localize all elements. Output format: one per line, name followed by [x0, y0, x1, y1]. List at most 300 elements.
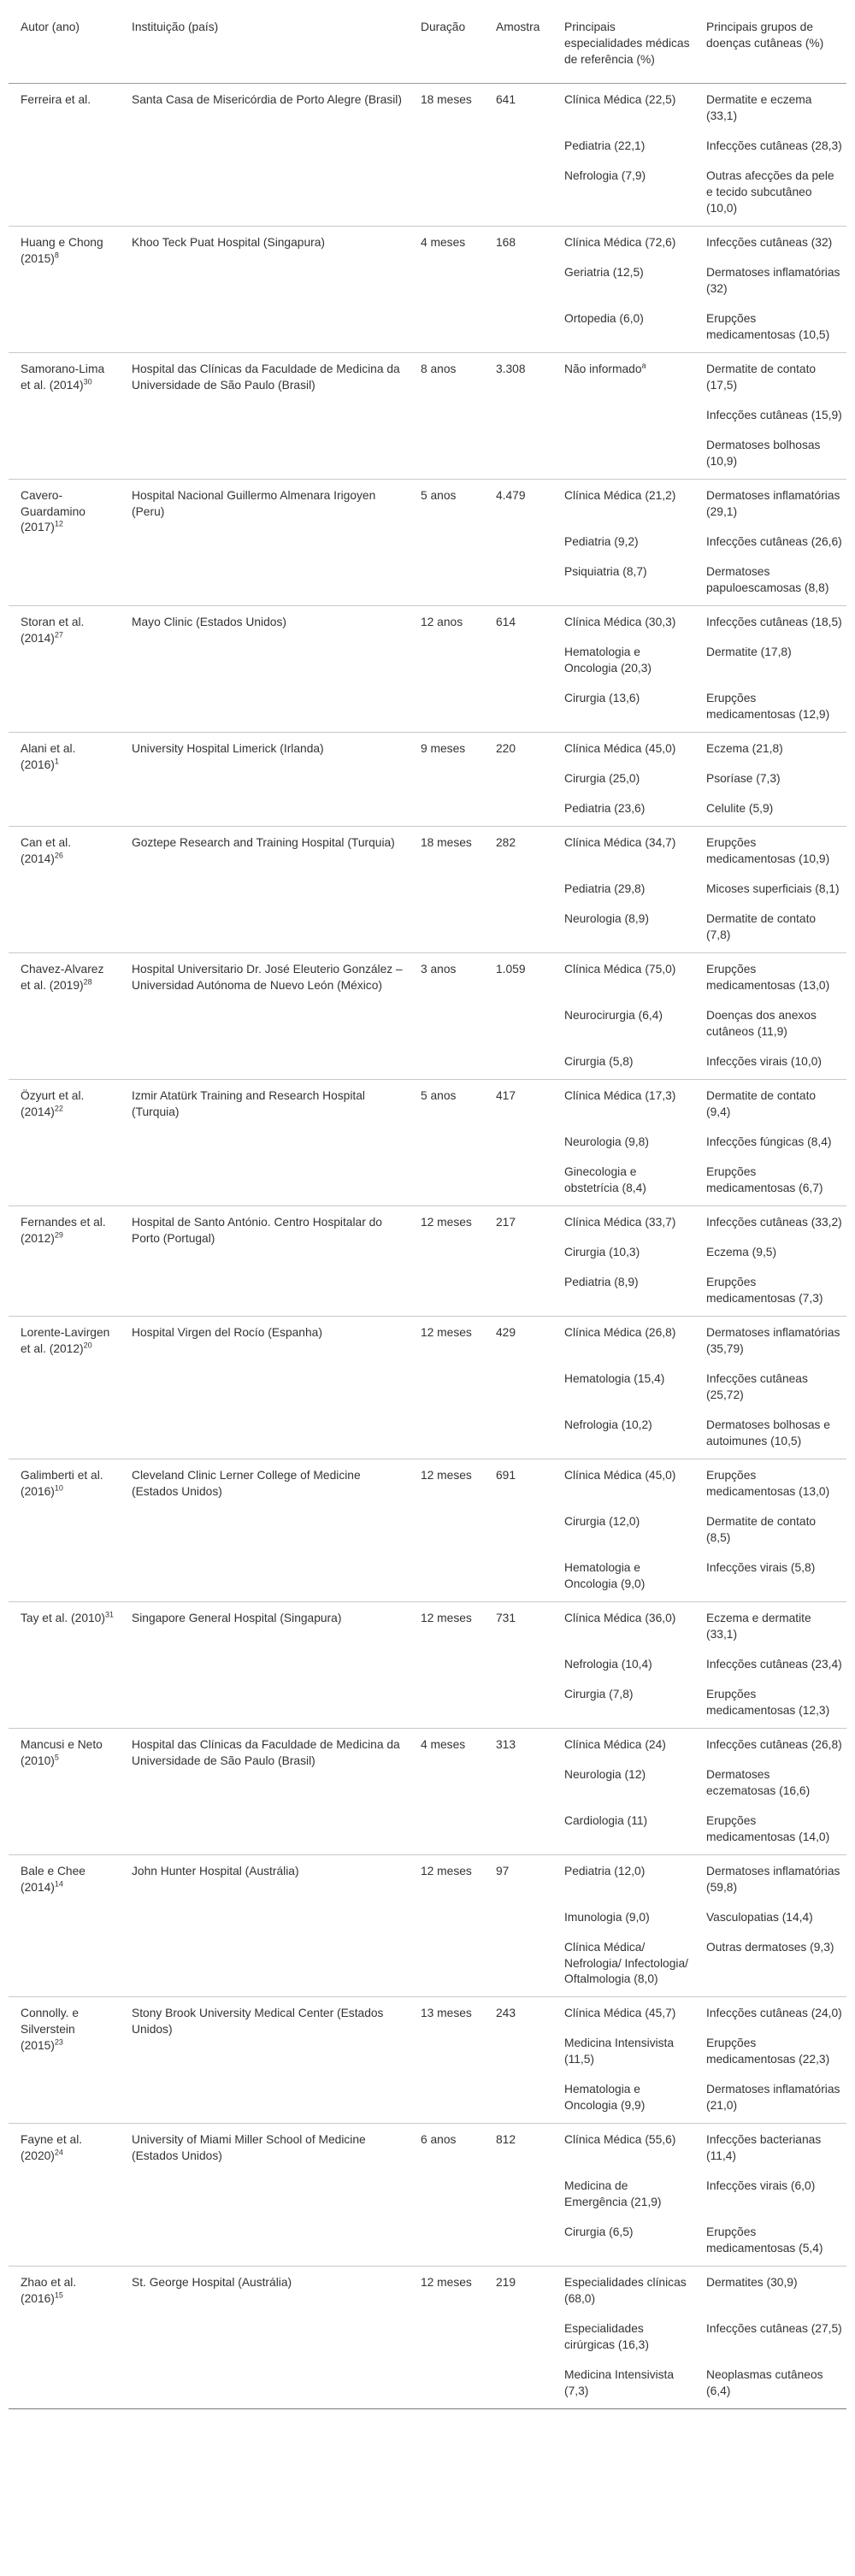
duration-cell — [409, 2124, 484, 2267]
sample-cell-text: 812 — [496, 2133, 516, 2147]
duration-cell-text: 4 meses — [421, 1737, 466, 1751]
table-row — [9, 826, 846, 952]
duration-cell-text: 12 meses — [421, 1215, 472, 1229]
sample-cell — [484, 1997, 552, 2124]
disease-item: Erupções medicamentosas (14,0) — [706, 1813, 830, 1843]
diseases-cell — [694, 84, 846, 226]
institution-cell — [120, 1601, 409, 1728]
header-author: Autor (ano) — [9, 13, 120, 84]
disease-item: Micoses superficiais (8,1) — [706, 881, 840, 895]
author-cell — [9, 2267, 120, 2409]
sample-cell-text: 1.059 — [496, 962, 526, 976]
sample-cell — [484, 952, 552, 1079]
sample-cell-text: 417 — [496, 1088, 516, 1102]
author-cell — [9, 1079, 120, 1205]
table-row — [9, 952, 846, 1079]
sample-cell-text: 691 — [496, 1468, 516, 1482]
duration-cell — [409, 1728, 484, 1854]
disease-item: Infecções virais (10,0) — [706, 1054, 822, 1068]
sample-cell-text: 731 — [496, 1611, 516, 1624]
author-cell — [9, 84, 120, 226]
table-row — [9, 1205, 846, 1316]
sample-cell — [484, 479, 552, 605]
sample-cell — [484, 605, 552, 732]
disease-item: Infecções cutâneas (32) — [706, 235, 833, 249]
diseases-cell — [694, 605, 846, 732]
table-row — [9, 2124, 846, 2267]
diseases-cell — [694, 1205, 846, 1316]
author-cell-text: Alani et al. (2016) — [21, 741, 76, 771]
duration-cell-text: 5 anos — [421, 488, 457, 502]
specialty-item: Clínica Médica (45,0) — [564, 741, 676, 755]
disease-item: Erupções medicamentosas (10,9) — [706, 835, 830, 865]
header-row — [9, 13, 846, 84]
disease-item: Psoríase (7,3) — [706, 771, 781, 785]
specialty-item: Clínica Médica (21,2) — [564, 488, 676, 502]
institution-cell-text: Hospital Virgen del Rocío (Espanha) — [132, 1325, 322, 1339]
specialties-cell — [552, 352, 694, 479]
table-row — [9, 1728, 846, 1854]
specialty-item: Ortopedia (6,0) — [564, 311, 644, 325]
specialties-cell — [552, 1728, 694, 1854]
duration-cell — [409, 1079, 484, 1205]
duration-cell-text: 18 meses — [421, 93, 472, 107]
specialties-cell — [552, 605, 694, 732]
specialties-cell — [552, 1854, 694, 1996]
specialty-item: Geriatria (12,5) — [564, 265, 644, 279]
institution-cell — [120, 1316, 409, 1459]
diseases-cell — [694, 952, 846, 1079]
disease-item: Neoplasmas cutâneos (6,4) — [706, 2368, 823, 2397]
disease-item: Infecções cutâneas (24,0) — [706, 2007, 842, 2020]
header-specialties: Principais especialidades médicas de referência (%) — [552, 13, 694, 84]
specialties-cell — [552, 952, 694, 1079]
duration-cell-text: 12 anos — [421, 615, 463, 628]
disease-item: Dermatoses inflamatórias (21,0) — [706, 2083, 840, 2112]
sample-cell-text: 217 — [496, 1215, 516, 1229]
diseases-cell — [694, 1459, 846, 1601]
duration-cell — [409, 226, 484, 352]
disease-item: Dermatites (30,9) — [706, 2276, 798, 2290]
specialties-cell — [552, 732, 694, 826]
table-row — [9, 1079, 846, 1205]
diseases-cell — [694, 1997, 846, 2124]
table-row — [9, 1854, 846, 1996]
disease-item: Outras dermatoses (9,3) — [706, 1940, 834, 1954]
specialty-item: Nefrologia (7,9) — [564, 169, 646, 183]
author-cell — [9, 1601, 120, 1728]
sample-cell — [484, 1316, 552, 1459]
specialty-item: Clínica Médica (36,0) — [564, 1611, 676, 1624]
institution-cell-text: Hospital das Clínicas da Faculdade de Medicina da Universidade de São Paulo (Brasil) — [132, 1737, 400, 1767]
sample-cell — [484, 2267, 552, 2409]
institution-cell-text: John Hunter Hospital (Austrália) — [132, 1864, 299, 1877]
duration-cell — [409, 732, 484, 826]
author-cell — [9, 826, 120, 952]
disease-item: Erupções medicamentosas (22,3) — [706, 2037, 830, 2066]
duration-cell-text: 6 anos — [421, 2133, 457, 2147]
table-row — [9, 1316, 846, 1459]
sample-cell — [484, 1854, 552, 1996]
disease-item: Dermatoses bolhosas (10,9) — [706, 438, 821, 468]
institution-cell — [120, 605, 409, 732]
sample-cell — [484, 826, 552, 952]
author-cell-text: Galimberti et al. (2016) — [21, 1468, 103, 1498]
author-cell-text: Mancusi e Neto (2010) — [21, 1737, 103, 1767]
disease-item: Infecções cutâneas (27,5) — [706, 2322, 842, 2336]
specialty-item: Ginecologia e obstetrícia (8,4) — [564, 1164, 646, 1194]
duration-cell-text: 12 meses — [421, 1864, 472, 1877]
table-row — [9, 84, 846, 226]
duration-cell — [409, 1205, 484, 1316]
specialties-cell — [552, 1997, 694, 2124]
author-cell — [9, 605, 120, 732]
specialties-cell — [552, 226, 694, 352]
sample-cell-text: 220 — [496, 741, 516, 755]
sample-cell-text: 641 — [496, 93, 516, 107]
disease-item: Infecções cutâneas (26,6) — [706, 534, 842, 548]
reference-number: 14 — [54, 1878, 63, 1888]
header-duration: Duração — [409, 13, 484, 84]
specialty-item: Neurologia (9,8) — [564, 1135, 649, 1148]
sample-cell — [484, 2124, 552, 2267]
disease-item: Erupções medicamentosas (12,3) — [706, 1687, 830, 1717]
duration-cell-text: 12 meses — [421, 1611, 472, 1624]
specialty-item: Hematologia (15,4) — [564, 1371, 665, 1385]
disease-item: Eczema (9,5) — [706, 1245, 777, 1259]
specialty-item: Neurologia (12) — [564, 1767, 646, 1781]
reference-number: 27 — [54, 629, 63, 639]
author-cell-text: Cavero-Guardamino (2017) — [21, 488, 86, 534]
disease-item: Dermatoses inflamatórias (29,1) — [706, 488, 840, 518]
duration-cell — [409, 826, 484, 952]
disease-item: Eczema (21,8) — [706, 741, 783, 755]
disease-item: Dermatite (17,8) — [706, 645, 792, 658]
disease-item: Erupções medicamentosas (5,4) — [706, 2225, 823, 2255]
table-body — [9, 84, 846, 2409]
author-cell-text: Bale e Chee (2014) — [21, 1864, 86, 1894]
specialty-item: Imunologia (9,0) — [564, 1910, 650, 1924]
author-cell-text: Can et al. (2014) — [21, 835, 72, 865]
specialty-item: Clínica Médica (45,7) — [564, 2007, 676, 2020]
author-cell-text: Özyurt et al. (2014) — [21, 1088, 85, 1118]
reference-number: 5 — [54, 1752, 59, 1761]
duration-cell-text: 5 anos — [421, 1088, 457, 1102]
specialty-item: Não informado$^a$ — [564, 361, 646, 375]
disease-item: Dermatoses inflamatórias (32) — [706, 265, 840, 295]
specialties-cell — [552, 1079, 694, 1205]
specialty-item: Clínica Médica (17,3) — [564, 1088, 676, 1102]
table-row — [9, 732, 846, 826]
disease-item: Outras afecções da pele e tecido subcutâneo (10,0) — [706, 169, 834, 215]
reference-number: 30 — [83, 376, 92, 386]
specialty-item: Cirurgia (7,8) — [564, 1687, 634, 1701]
author-cell — [9, 952, 120, 1079]
specialty-item: Cardiologia (11) — [564, 1813, 648, 1827]
sample-cell-text: 97 — [496, 1864, 510, 1877]
author-cell-text: Connolly. e Silverstein (2015) — [21, 2007, 80, 2052]
institution-cell — [120, 1205, 409, 1316]
author-cell-text: Ferreira et al. — [21, 93, 91, 107]
disease-item: Dermatoses inflamatórias (35,79) — [706, 1325, 840, 1355]
duration-cell — [409, 352, 484, 479]
sample-cell-text: 282 — [496, 835, 516, 849]
reference-number: 15 — [54, 2290, 63, 2300]
author-cell — [9, 1728, 120, 1854]
table-row — [9, 226, 846, 352]
specialties-cell — [552, 2124, 694, 2267]
institution-cell — [120, 1079, 409, 1205]
author-cell-text: Lorente-Lavirgen et al. (2012) — [21, 1325, 110, 1355]
disease-item: Infecções bacterianas (11,4) — [706, 2133, 822, 2162]
institution-cell — [120, 479, 409, 605]
author-cell — [9, 732, 120, 826]
disease-item: Infecções cutâneas (28,3) — [706, 139, 842, 153]
institution-cell-text: Hospital de Santo António. Centro Hospitalar do Porto (Portugal) — [132, 1215, 382, 1245]
specialty-item: Clínica Médica (45,0) — [564, 1468, 676, 1482]
duration-cell — [409, 1316, 484, 1459]
disease-item: Erupções medicamentosas (13,0) — [706, 962, 830, 992]
table-row — [9, 479, 846, 605]
disease-item: Infecções fúngicas (8,4) — [706, 1135, 832, 1148]
specialty-item: Pediatria (12,0) — [564, 1864, 646, 1877]
author-cell-text: Zhao et al. (2016) — [21, 2276, 77, 2305]
specialties-cell — [552, 1601, 694, 1728]
duration-cell — [409, 1459, 484, 1601]
specialty-item: Pediatria (22,1) — [564, 139, 646, 153]
institution-cell-text: Hospital Universitario Dr. José Eleuterio González – Universidad Autónoma de Nuevo León (México) — [132, 962, 403, 992]
duration-cell — [409, 1997, 484, 2124]
specialty-item: Neurologia (8,9) — [564, 911, 649, 925]
institution-cell-text: Hospital das Clínicas da Faculdade de Medicina da Universidade de São Paulo (Brasil) — [132, 362, 400, 392]
specialty-item: Cirurgia (12,0) — [564, 1514, 640, 1528]
disease-item: Infecções cutâneas (15,9) — [706, 408, 842, 421]
footnote-marker: a — [641, 361, 646, 370]
institution-cell-text: University of Miami Miller School of Medicine (Estados Unidos) — [132, 2133, 366, 2162]
specialty-item: Nefrologia (10,2) — [564, 1418, 652, 1431]
sample-cell-text: 429 — [496, 1325, 516, 1339]
header-diseases: Principais grupos de doenças cutâneas (%) — [694, 13, 846, 84]
reference-number: 23 — [54, 2037, 63, 2047]
specialty-item: Clínica Médica (55,6) — [564, 2133, 676, 2147]
disease-item: Dermatoses eczematosas (16,6) — [706, 1767, 811, 1797]
specialty-item: Medicina Intensivista (7,3) — [564, 2368, 675, 2397]
reference-number: 29 — [54, 1229, 63, 1239]
disease-item: Infecções cutâneas (33,2) — [706, 1215, 842, 1229]
duration-cell — [409, 84, 484, 226]
table-row — [9, 1997, 846, 2124]
author-cell-text: Fernandes et al. (2012) — [21, 1215, 106, 1245]
table-row — [9, 1459, 846, 1601]
author-cell-text: Samorano-Lima et al. (2014) — [21, 362, 105, 392]
duration-cell-text: 12 meses — [421, 1325, 472, 1339]
diseases-cell — [694, 1079, 846, 1205]
diseases-cell — [694, 1728, 846, 1854]
institution-cell — [120, 732, 409, 826]
author-cell — [9, 479, 120, 605]
table-row — [9, 1601, 846, 1728]
table-row — [9, 352, 846, 479]
table-row — [9, 2267, 846, 2409]
institution-cell-text: Singapore General Hospital (Singapura) — [132, 1611, 342, 1624]
disease-item: Infecções cutâneas (25,72) — [706, 1371, 808, 1401]
specialty-item: Clínica Médica (75,0) — [564, 962, 676, 976]
institution-cell — [120, 826, 409, 952]
disease-item: Infecções cutâneas (18,5) — [706, 615, 842, 628]
institution-cell — [120, 1997, 409, 2124]
specialty-item: Clínica Médica (26,8) — [564, 1325, 676, 1339]
author-cell-text: Tay et al. (2010) — [21, 1611, 105, 1624]
disease-item: Dermatoses bolhosas e autoimunes (10,5) — [706, 1418, 830, 1447]
specialty-item: Cirurgia (13,6) — [564, 691, 640, 704]
author-cell — [9, 352, 120, 479]
diseases-cell — [694, 2267, 846, 2409]
specialty-item: Clínica Médica (33,7) — [564, 1215, 676, 1229]
author-cell — [9, 226, 120, 352]
institution-cell-text: University Hospital Limerick (Irlanda) — [132, 741, 324, 755]
duration-cell — [409, 1854, 484, 1996]
duration-cell-text: 9 meses — [421, 741, 466, 755]
author-cell — [9, 1205, 120, 1316]
specialties-cell — [552, 1459, 694, 1601]
diseases-cell — [694, 2124, 846, 2267]
institution-cell-text: Izmir Atatürk Training and Research Hospital (Turquia) — [132, 1088, 365, 1118]
specialty-item: Clínica Médica (22,5) — [564, 93, 676, 107]
specialty-item: Pediatria (8,9) — [564, 1275, 639, 1288]
disease-item: Erupções medicamentosas (7,3) — [706, 1275, 823, 1305]
author-cell-text: Huang e Chong (2015) — [21, 235, 103, 265]
institution-cell-text: Cleveland Clinic Lerner College of Medicine (Estados Unidos) — [132, 1468, 361, 1498]
specialties-cell — [552, 1316, 694, 1459]
specialty-item: Hematologia e Oncologia (20,3) — [564, 645, 652, 675]
duration-cell — [409, 1601, 484, 1728]
author-cell — [9, 1854, 120, 1996]
disease-item: Erupções medicamentosas (10,5) — [706, 311, 830, 341]
diseases-cell — [694, 826, 846, 952]
disease-item: Dermatoses papuloescamosas (8,8) — [706, 564, 829, 594]
duration-cell-text: 12 meses — [421, 1468, 472, 1482]
author-cell — [9, 2124, 120, 2267]
specialty-item: Cirurgia (6,5) — [564, 2225, 634, 2239]
disease-item: Dermatite de contato (9,4) — [706, 1088, 817, 1118]
disease-item: Dermatite de contato (8,5) — [706, 1514, 817, 1544]
reference-number: 12 — [54, 519, 63, 528]
specialty-item: Hematologia e Oncologia (9,9) — [564, 2083, 646, 2112]
institution-cell-text: Santa Casa de Misericórdia de Porto Alegre (Brasil) — [132, 93, 402, 107]
reference-number: 24 — [54, 2148, 63, 2157]
sample-cell-text: 614 — [496, 615, 516, 628]
duration-cell-text: 18 meses — [421, 835, 472, 849]
disease-item: Dermatite e eczema (33,1) — [706, 93, 812, 123]
sample-cell — [484, 1205, 552, 1316]
header-institution: Instituição (país) — [120, 13, 409, 84]
reference-number: 20 — [83, 1340, 92, 1349]
specialties-cell — [552, 826, 694, 952]
duration-cell-text: 8 anos — [421, 362, 457, 375]
duration-cell-text: 3 anos — [421, 962, 457, 976]
sample-cell — [484, 1459, 552, 1601]
duration-cell — [409, 2267, 484, 2409]
disease-item: Dermatite de contato (17,5) — [706, 362, 817, 392]
disease-item: Erupções medicamentosas (12,9) — [706, 691, 830, 721]
duration-cell-text: 4 meses — [421, 235, 466, 249]
reference-number: 31 — [104, 1610, 114, 1619]
disease-item: Infecções virais (5,8) — [706, 1560, 816, 1574]
diseases-cell — [694, 479, 846, 605]
specialty-item: Clínica Médica (34,7) — [564, 835, 676, 849]
sample-cell — [484, 352, 552, 479]
specialty-item: Psiquiatria (8,7) — [564, 564, 647, 578]
sample-cell-text: 3.308 — [496, 362, 526, 375]
disease-item: Infecções virais (6,0) — [706, 2179, 816, 2193]
specialty-item: Medicina de Emergência (21,9) — [564, 2179, 662, 2208]
disease-item: Dermatite de contato (7,8) — [706, 911, 817, 941]
institution-cell-text: Hospital Nacional Guillermo Almenara Irigoyen (Peru) — [132, 488, 376, 518]
header-sample: Amostra — [484, 13, 552, 84]
sample-cell — [484, 84, 552, 226]
sample-cell-text: 168 — [496, 235, 516, 249]
institution-cell — [120, 952, 409, 1079]
institution-cell-text: St. George Hospital (Austrália) — [132, 2276, 292, 2290]
institution-cell — [120, 352, 409, 479]
sample-cell — [484, 1728, 552, 1854]
sample-cell-text: 219 — [496, 2276, 516, 2290]
specialty-item: Especialidades cirúrgicas (16,3) — [564, 2322, 649, 2351]
author-cell-text: Storan et al. (2014) — [21, 615, 85, 645]
reference-number: 10 — [54, 1483, 63, 1492]
author-cell — [9, 1316, 120, 1459]
institution-cell — [120, 226, 409, 352]
institution-cell — [120, 1728, 409, 1854]
duration-cell — [409, 952, 484, 1079]
reference-number: 28 — [83, 976, 92, 986]
disease-item: Eczema e dermatite (33,1) — [706, 1611, 811, 1641]
diseases-cell — [694, 1854, 846, 1996]
duration-cell — [409, 479, 484, 605]
diseases-cell — [694, 1316, 846, 1459]
specialty-item — [564, 438, 690, 470]
disease-item: Infecções cutâneas (26,8) — [706, 1737, 842, 1751]
duration-cell — [409, 605, 484, 732]
reference-number: 22 — [54, 1103, 63, 1112]
disease-item: Infecções cutâneas (23,4) — [706, 1657, 842, 1671]
diseases-cell — [694, 732, 846, 826]
specialty-item — [564, 408, 690, 424]
table-row — [9, 605, 846, 732]
disease-item: Celulite (5,9) — [706, 801, 774, 815]
specialty-item: Especialidades clínicas (68,0) — [564, 2276, 687, 2305]
institution-cell-text: Mayo Clinic (Estados Unidos) — [132, 615, 286, 628]
specialty-item: Pediatria (9,2) — [564, 534, 639, 548]
duration-cell-text: 13 meses — [421, 2007, 472, 2020]
specialty-item: Cirurgia (5,8) — [564, 1054, 634, 1068]
specialty-item: Pediatria (29,8) — [564, 881, 646, 895]
specialties-cell — [552, 2267, 694, 2409]
institution-cell-text: Goztepe Research and Training Hospital (Turquia) — [132, 835, 395, 849]
diseases-cell — [694, 352, 846, 479]
specialty-item: Medicina Intensivista (11,5) — [564, 2037, 675, 2066]
diseases-cell — [694, 226, 846, 352]
studies-table — [9, 13, 846, 2409]
institution-cell — [120, 1459, 409, 1601]
reference-number: 1 — [54, 756, 59, 765]
institution-cell-text: Stony Brook University Medical Center (Estados Unidos) — [132, 2007, 384, 2036]
specialty-item: Neurocirurgia (6,4) — [564, 1008, 663, 1022]
disease-item: Erupções medicamentosas (13,0) — [706, 1468, 830, 1498]
specialties-cell — [552, 1205, 694, 1316]
disease-item: Dermatoses inflamatórias (59,8) — [706, 1864, 840, 1894]
author-cell — [9, 1459, 120, 1601]
